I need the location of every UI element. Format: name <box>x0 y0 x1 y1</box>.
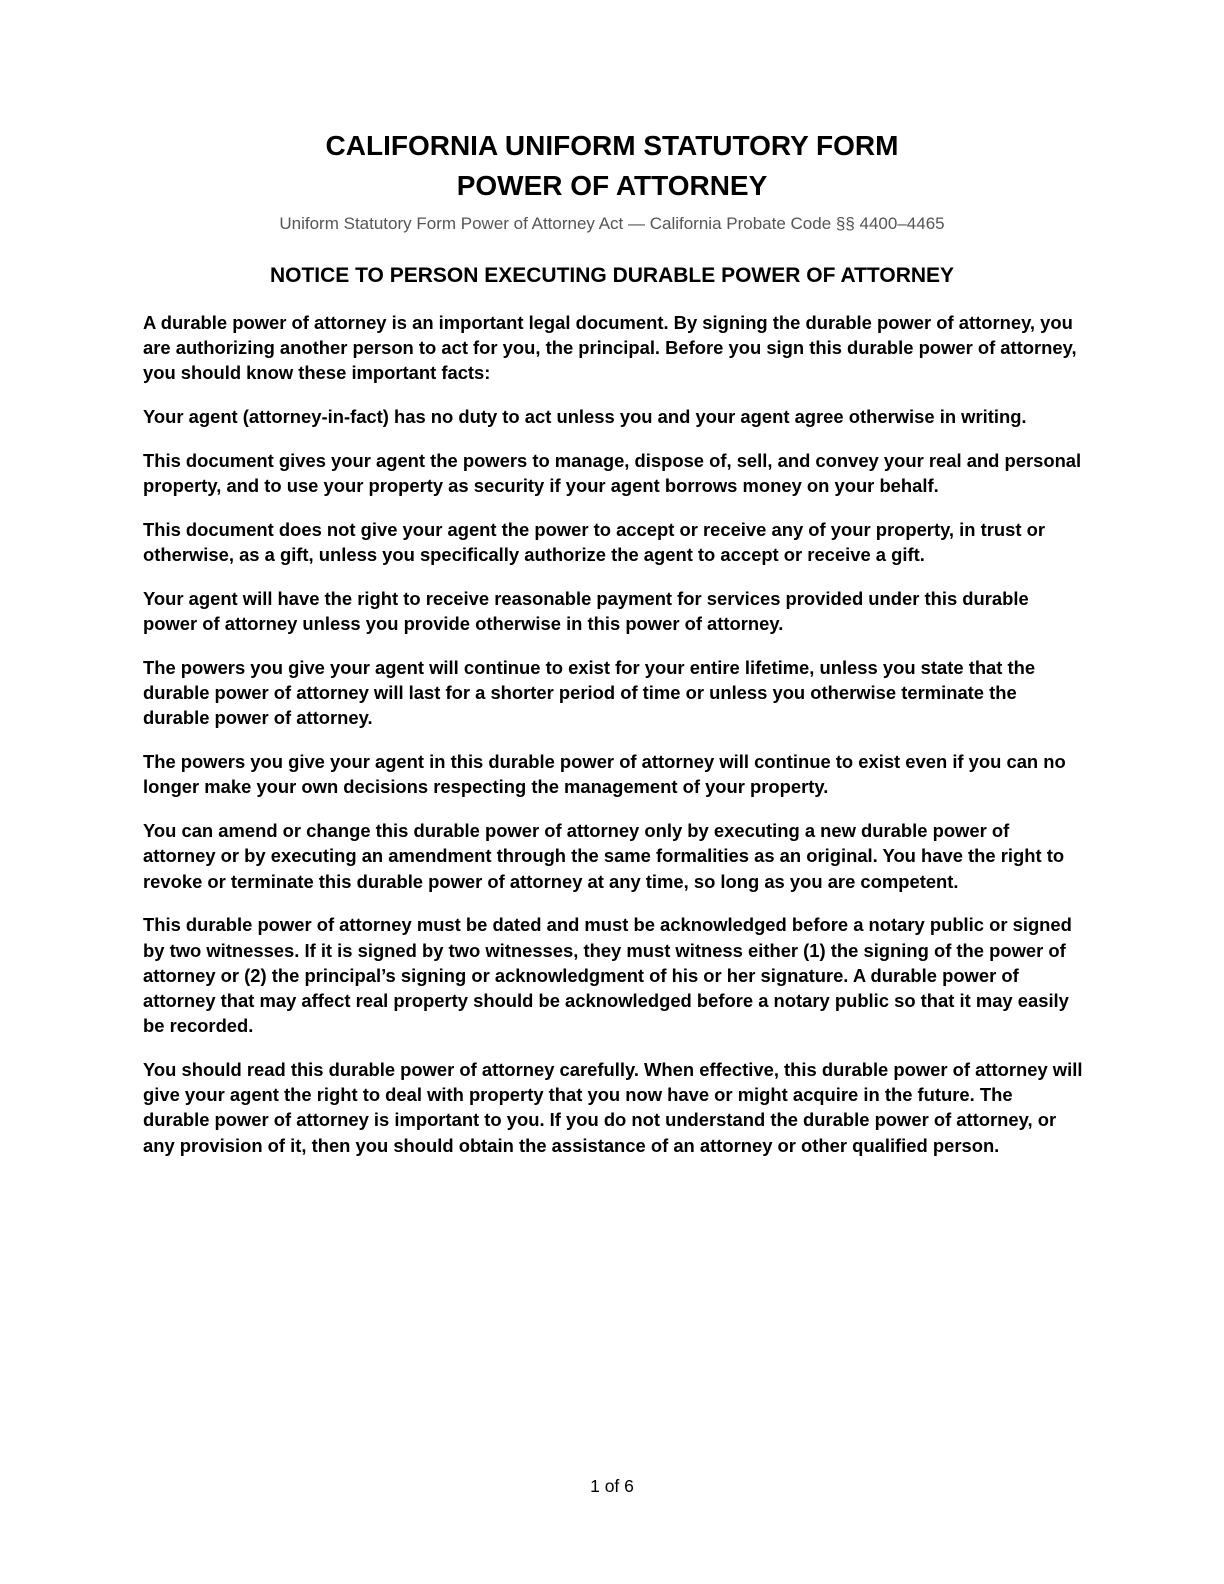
notice-body <box>143 310 1083 1176</box>
notice-paragraph: This document gives your agent the powers to manage, dispose of, sell, and convey your real and personal property, and to use your property as security if your agent borrows money on your behalf. <box>143 450 1082 497</box>
document-title-line-1: CALIFORNIA UNIFORM STATUTORY FORM <box>325 130 899 161</box>
notice-paragraph: You can amend or change this durable power of attorney only by executing a new durable power of attorney or by executing an amendment through the same formalities as an original. You have the right to revoke or terminate this durable power of attorney at any time, so long as you are competent. <box>143 820 1065 892</box>
document-header <box>0 126 1224 236</box>
notice-heading: NOTICE TO PERSON EXECUTING DURABLE POWER OF ATTORNEY <box>269 264 955 287</box>
document-title-line-2: POWER OF ATTORNEY <box>456 170 768 201</box>
notice-paragraph: You should read this durable power of attorney carefully. When effective, this durable power of attorney will give your agent the right to deal with property that you now have or might acquire in the future. The durable power of attorney is important to you. If you do not understand the durable power of attorney, or any provision of it, then you should obtain the assistance of an attorney or other qualified person. <box>143 1059 1083 1156</box>
notice-paragraph: The powers you give your agent will continue to exist for your entire lifetime, unless you state that the durable power of attorney will last for a shorter period of time or unless you otherwise terminate the durable power of attorney. <box>143 657 1036 729</box>
notice-paragraph: Your agent will have the right to receive reasonable payment for services provided under this durable power of attorney unless you provide otherwise in this power of attorney. <box>143 588 1029 635</box>
notice-paragraph: A durable power of attorney is an important legal document. By signing the durable power of attorney, you are authorizing another person to act for you, the principal. Before you sign this durable power of attorney, you should know these important facts: <box>143 312 1077 384</box>
notice-paragraph: The powers you give your agent in this durable power of attorney will continue to exist even if you can no longer make your own decisions respecting the management of your property. <box>143 751 1066 798</box>
notice-paragraph: Your agent (attorney-in-fact) has no duty to act unless you and your agent agree otherwise in writing. <box>143 406 1027 428</box>
page-indicator: 1 of 6 <box>590 1476 634 1496</box>
document-subtitle: Uniform Statutory Form Power of Attorney Act — California Probate Code §§ 4400–4465 <box>279 214 945 233</box>
notice-paragraph: This durable power of attorney must be dated and must be acknowledged before a notary public or signed by two witnesses. If it is signed by two witnesses, they must witness either (1) the signing of the power of attorney or (2) the principal’s signing or acknowledgment of his or her signature. A durable power of attorney that may affect real property should be acknowledged before a notary public so that it may easily be recorded. <box>143 914 1072 1037</box>
notice-paragraph: This document does not give your agent the power to accept or receive any of your property, in trust or otherwise, as a gift, unless you specifically authorize the agent to accept or receive a gift. <box>143 519 1045 566</box>
